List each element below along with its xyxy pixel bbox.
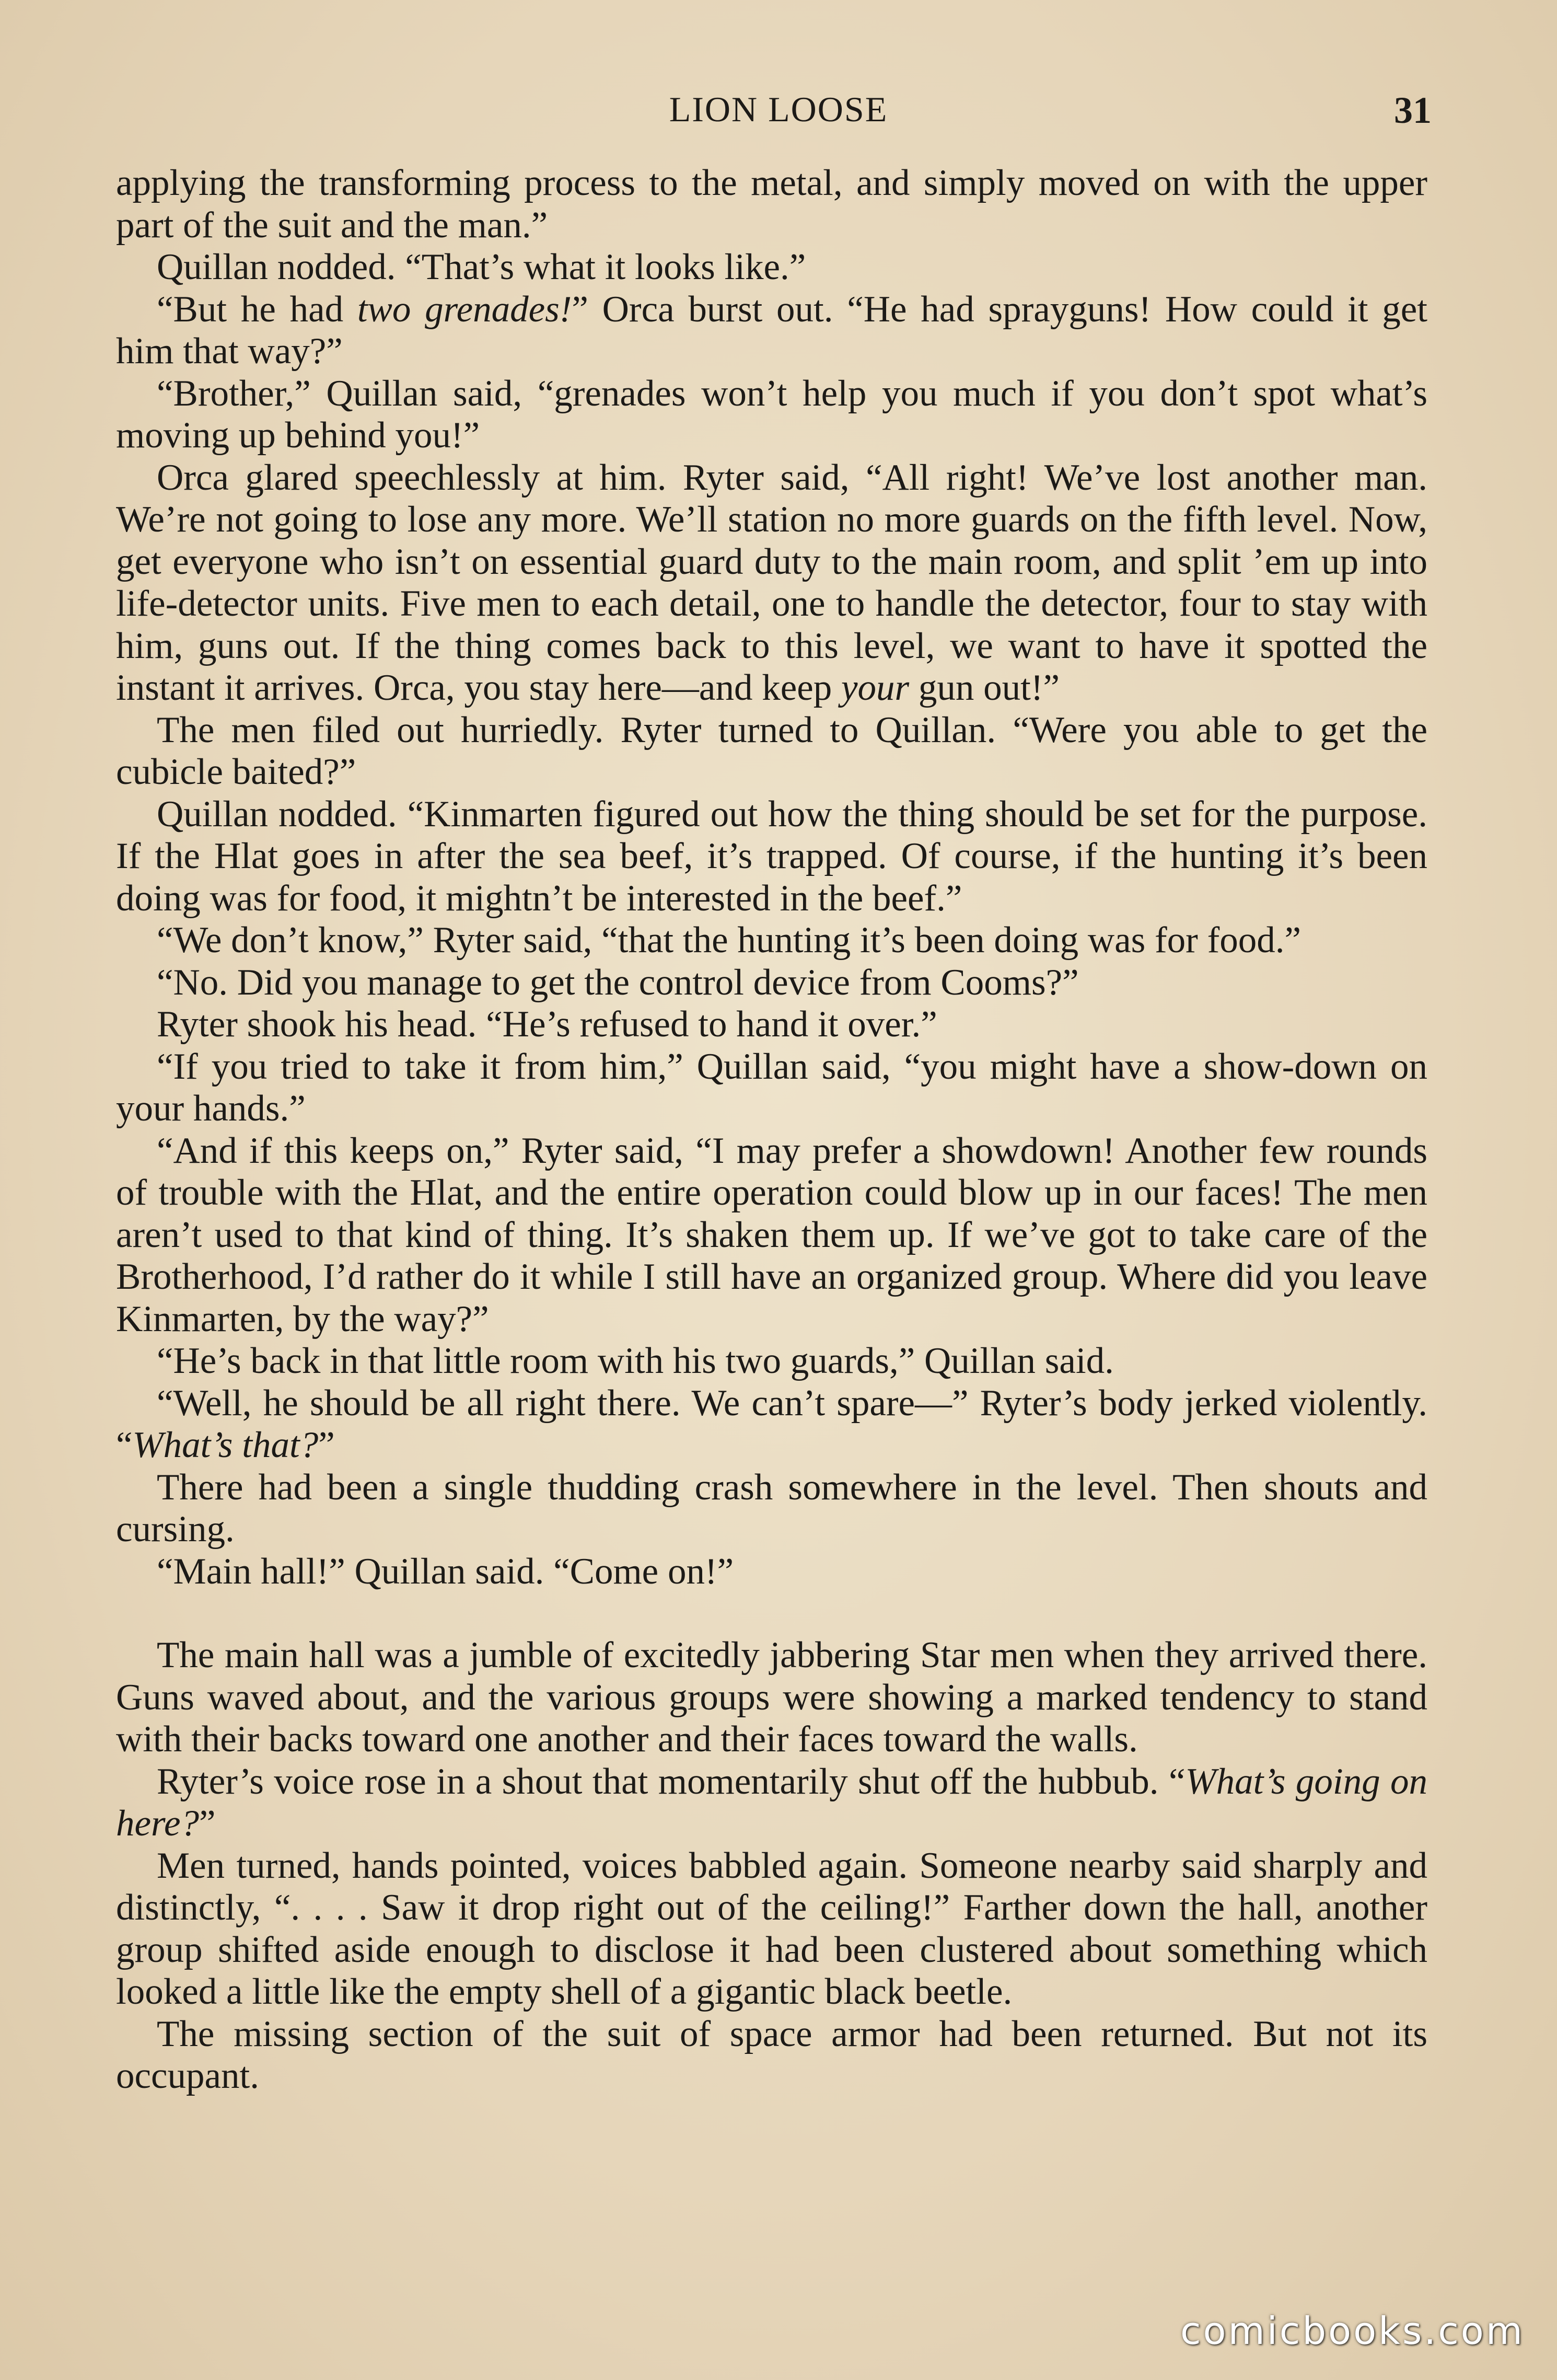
paragraph: The main hall was a jumble of excitedly jabbering Star men when they arrived there. Guns waved about, and the various groups were showing a marked tendency to stand with their backs toward one another and their faces toward the walls. xyxy=(116,1635,1427,1760)
paragraph: “We don’t know,” Ryter said, “that the hunting it’s been doing was for food.” xyxy=(157,920,1301,961)
paragraph: “Main hall!” Quillan said. “Come on!” xyxy=(157,1551,734,1592)
italic-emphasis: two grenades! xyxy=(357,288,572,330)
paragraph: “Brother,” Quillan said, “grenades won’t help you much if you don’t spot what’s moving up behind you!” xyxy=(116,373,1427,456)
paragraph: Orca glared speechlessly at him. Ryter said, “All right! We’ve lost another man. We’re not going to lose any more. We’ll station no more guards on the fifth level. Now, get everyone who isn’t on essential guard duty to the main room, and split ’em up into life-detector units. Five men to each detail, one to handle the detector, four to stay with him, guns out. If the thing comes back to this level, we want to have it spotted the instant it arrives. Orca, you stay here—and keep your gun out!” xyxy=(116,457,1427,708)
italic-emphasis: What’s that? xyxy=(132,1425,319,1465)
paragraph: Quillan nodded. “Kinmarten figured out how the thing should be set for the purpose. If the Hlat goes in after the sea beef, it’s trapped. Of course, if the hunting it’s been doing was for food, it mightn’t be interested in the beef.” xyxy=(116,793,1427,919)
paragraph: Ryter’s voice rose in a shout that momentarily shut off the hubbub. “What’s going on here?” xyxy=(116,1761,1428,1844)
section-break xyxy=(116,1592,1427,1634)
paragraph: applying the transforming process to the metal, and simply moved on with the upper part of the suit and the man.” xyxy=(116,163,1427,246)
page-number: 31 xyxy=(1394,89,1432,131)
paragraph: “No. Did you manage to get the control device from Cooms?” xyxy=(157,962,1079,1003)
site-watermark: comicbooks.com xyxy=(1180,2309,1525,2353)
paragraph: “And if this keeps on,” Ryter said, “I may prefer a showdown! Another few rounds of trouble with the Hlat, and the entire operation could blow up in our faces! The men aren’t used to that kind of thing. It’s shaken them up. If we’ve got to take care of the Brotherhood, I’d rather do it while I still have an organized group. Where did you leave Kinmarten, by the way?” xyxy=(116,1130,1427,1339)
paragraph: The men filed out hurriedly. Ryter turned to Quillan. “Were you able to get the cubicle baited?” xyxy=(116,709,1427,792)
paragraph: Ryter shook his head. “He’s refused to hand it over.” xyxy=(157,1004,937,1045)
body-text xyxy=(116,162,1427,2097)
paragraph: “Well, he should be all right there. We can’t spare—” Ryter’s body jerked violently. “What’s that?” xyxy=(116,1382,1427,1465)
paragraph: Quillan nodded. “That’s what it looks like.” xyxy=(157,247,806,287)
paragraph: “But he had two grenades!” Orca burst out. “He had sprayguns! How could it get him that way?” xyxy=(116,288,1427,372)
paragraph: “If you tried to take it from him,” Quillan said, “you might have a show-down on your hands.” xyxy=(116,1046,1427,1129)
italic-emphasis: What’s going on here? xyxy=(116,1761,1428,1844)
italic-emphasis: your xyxy=(841,667,910,708)
paragraph: “He’s back in that little room with his two guards,” Quillan said. xyxy=(157,1341,1114,1381)
paragraph: Men turned, hands pointed, voices babbled again. Someone nearby said sharply and distinctly, “. . . . Saw it drop right out of the ceiling!” Farther down the hall, another group shifted aside enough to disclose it had been clustered about something which looked a little like the empty shell of a gigantic black beetle. xyxy=(116,1845,1427,2012)
paragraph: There had been a single thudding crash somewhere in the level. Then shouts and cursing. xyxy=(116,1466,1427,1550)
paragraph: The missing section of the suit of space armor had been returned. But not its occupant. xyxy=(116,2013,1427,2096)
running-head: LION LOOSE xyxy=(669,89,888,129)
